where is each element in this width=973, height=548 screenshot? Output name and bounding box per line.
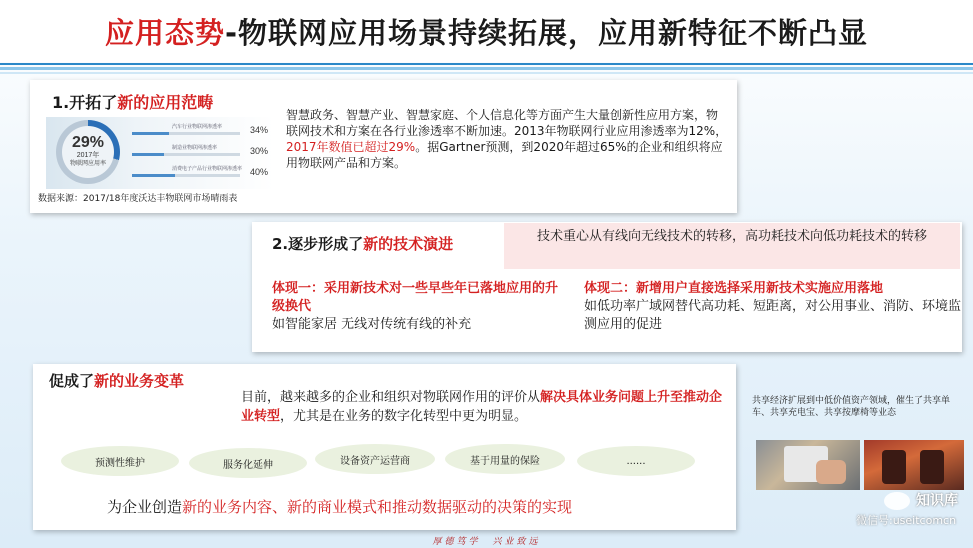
section3-heading-plain: 促成了 [49, 372, 95, 390]
tech-shift-box: 技术重心从有线向无线技术的转移，高功耗技术向低功耗技术的转移 [504, 223, 960, 269]
ring-percent: 29% [71, 134, 105, 151]
section1-text-a: 智慧政务、智慧产业、智慧家庭、个人信息化等方面产生大量创新性应用方案，物联网技术和方案在各行业渗透率不断加速。2013年物联网行业应用渗透率为12%， [286, 108, 728, 138]
ring-year: 2017年 [76, 152, 100, 159]
section-new-business-transformation [33, 364, 736, 530]
section1-paragraph [286, 107, 729, 171]
section3-text-a: 目前，越来越多的企业和组织对物联网作用的评价从 [241, 390, 541, 405]
bar-label: 消费电子产品行业物联网渗透率 [172, 166, 243, 172]
conclusion-highlight: 新的业务内容、新的商业模式和推动数据驱动的决策的实现 [182, 498, 573, 516]
data-source-note: 数据来源：2017/18年度沃达丰物联网市场晴雨表 [38, 194, 238, 204]
title-rest: -物联网应用场景持续拓展，应用新特征不断凸显 [224, 15, 869, 50]
power-bank-photo [756, 440, 860, 490]
section-new-application-scope [30, 80, 737, 213]
conclusion-plain: 为企业创造 [107, 498, 183, 516]
pill-usage-based-insurance: 基于用量的保险 [445, 444, 565, 474]
section3-conclusion [107, 496, 572, 517]
point-one [272, 280, 562, 334]
point-two [584, 280, 964, 334]
section3-heading [49, 370, 184, 391]
watermark-name: 知识库 [916, 493, 958, 509]
title-highlight: 应用态势 [104, 15, 225, 50]
section3-text-highlight: 解决具体业务问题上升至推动企业转型 [241, 390, 723, 424]
bar-value: 30% [249, 146, 268, 156]
wechat-icon [884, 492, 910, 510]
footer-motto: 厚德笃学 兴业致远 [432, 537, 541, 547]
page-title [105, 11, 868, 52]
section3-heading-red: 新的业务变革 [94, 372, 185, 390]
section2-heading [272, 233, 453, 254]
ring-label: 物联网应用率 [69, 161, 106, 167]
sharing-economy-caption: 共享经济扩展到中低价值资产领域，催生了共享单车、共享充电宝、共享按摩椅等业态 [752, 396, 951, 418]
bar-label: 制造业物联网渗透率 [172, 145, 218, 151]
section2-heading-red: 新的技术演进 [363, 235, 454, 253]
bar-row-manufacturing [132, 144, 268, 162]
section1-text-b: 。据Gartner预测，到2020年超过65%的企业和组织将应用物联网产品和方案。 [286, 140, 723, 170]
bar-value: 34% [249, 125, 268, 135]
section1-heading-red: 新的应用范畴 [117, 93, 214, 112]
pill-asset-operator: 设备资产运营商 [315, 444, 435, 474]
section2-heading-plain: 2.逐步形成了 [272, 235, 364, 253]
bar-label: 汽车行业物联网渗透率 [172, 124, 223, 130]
header-divider-faint [0, 72, 973, 74]
point-two-title: 体现二：新增用户直接选择采用新技术实施应用落地 [584, 281, 884, 296]
point-one-title: 体现一：采用新技术对一些早些年已落地应用的升级换代 [272, 281, 559, 314]
bar-row-consumer-electronics [132, 165, 268, 183]
bar-fill [132, 174, 175, 177]
header-divider [0, 63, 973, 65]
bar-row-automotive [132, 123, 268, 141]
penetration-ring-chart [56, 120, 120, 184]
section3-paragraph [241, 388, 731, 426]
pill-predictive-maintenance: 预测性维护 [61, 446, 179, 476]
watermark-account: 微信号:useitcomcn [856, 514, 957, 527]
bar-fill [132, 132, 169, 135]
point-two-text: 如低功率广域网替代高功耗、短距离，对公用事业、消防、环境监测应用的促进 [584, 299, 962, 332]
section1-heading [52, 90, 213, 113]
header-divider-light [0, 67, 973, 70]
title-bar [0, 0, 973, 62]
pill-more: ...... [577, 446, 695, 476]
bar-fill [132, 153, 164, 156]
section-new-tech-evolution [252, 222, 962, 352]
section1-heading-plain: 1.开拓了 [52, 93, 118, 112]
point-one-text: 如智能家居 无线对传统有线的补充 [272, 317, 472, 332]
penetration-rate-thumbnail [46, 117, 274, 189]
section3-text-b: ，尤其是在业务的数字化转型中更为明显。 [280, 409, 528, 424]
bar-value: 40% [249, 167, 268, 177]
section1-text-highlight: 2017年数值已超过29% [286, 140, 416, 154]
massage-chair-photo [864, 440, 964, 490]
sharing-economy-panel [752, 395, 968, 495]
pill-service-extension: 服务化延伸 [189, 448, 307, 478]
